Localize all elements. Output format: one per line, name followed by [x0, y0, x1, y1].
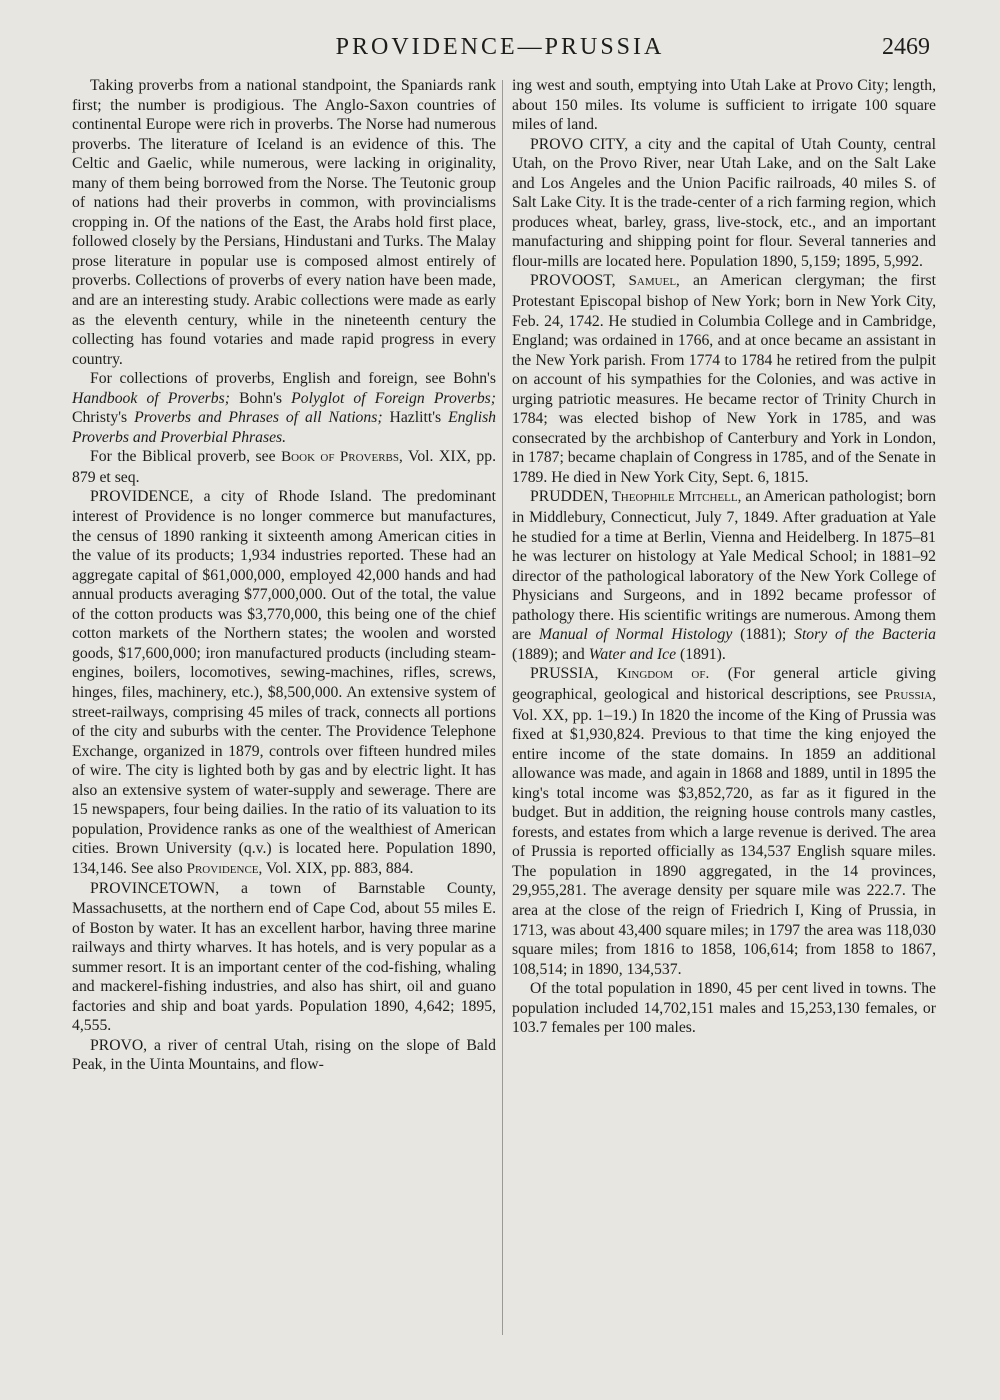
cross-reference: Providence,: [186, 860, 263, 877]
text-run: For the Biblical proverb, see: [90, 448, 282, 466]
paragraph-text: Of the total population in 1890, 45 per cent lived in towns. The population included 14,702,151 males and 15,253,130 females, or 103.7 females per 100 males.: [512, 980, 936, 1037]
entry-headword: PRUDDEN,: [530, 488, 609, 506]
entry-provo: [72, 1036, 496, 1075]
text-run: For collections of proverbs, English and foreign, see Bohn's: [90, 370, 496, 388]
text-run: Hazlitt's: [382, 409, 449, 427]
entry-text: a city and the capital of Utah County, central Utah, on the Provo River, near Utah Lake, and on the Salt Lake and Los Angeles and the Union Pacific railroads, 40 miles S. of Salt Lake City. It is the trade-center of a rich farming region, which produces wheat, barley, grass, live-stock, etc., and an important manufacturing and shipping point for flour. Several tanneries and flour-mills are located here. Population 1890, 5,159; 1895, 5,992.: [512, 135, 936, 270]
entry-text: a city of Rhode Island. The predominant interest of Providence is no longer commerce but manufactures, the census of 1890 ranking it sixteenth among American cities in the value of its products; 1,934 industries reported. These had an aggregate capital of $61,000,000, employed 42,000 hands and had annual products averaging $77,000,000. Out of the total, the value of the cotton products was $3,770,000, this being one of the chief cotton markets of the Northern states; the woolen and worsted goods, $17,600,000; iron manufactured products (including steam-engines, boilers, locomotives, sewing-machines, rifles, screws, hinges, files, machinery, etc.), $8,500,000. An extensive system of street-railways, comprising 45 miles of track, connects all portions of the city and suburbs with the center. The Providence Telephone Exchange, organized in 1879, controls over fifteen hundred miles of wire. The city is lighted both by gas and by electric light. It has also an extensive system of water-supply and sewerage. There are 15 newspapers, four being dailies. In the ratio of its valuation to its population, Providence ranks as one of the wealthiest of American cities. Brown University (q.v.) is located here. Population 1890, 134,146. See also: [72, 488, 496, 877]
entry-text: Vol. XIX, pp. 883, 884.: [262, 859, 414, 877]
text-run: Christy's: [72, 409, 135, 427]
entry-provincetown: [72, 879, 496, 1035]
page-number: 2469: [882, 34, 930, 60]
book-title: Manual of Normal Histology: [538, 626, 733, 644]
entry-prudden: [512, 487, 936, 664]
entry-headword: PROVO,: [90, 1036, 148, 1054]
entry-text: an American pathologist; born in Middlebury, Connecticut, July 7, 1849. After graduation at Yale he studied for a time at Berlin, Vienna and Heidelberg. In 1875–81 he was lecturer on histology at Yale Medical School; in 1881–92 director of the pathological laboratory of the New York College of Physicians and Surgeons, and in 1892 became professor of pathology there. His scientific writings are numerous. Among them are: [512, 488, 937, 644]
entry-headword: PRUSSIA,: [530, 665, 599, 683]
right-column: [512, 76, 936, 1038]
text-run: Bohn's: [229, 389, 292, 407]
paragraph: [72, 76, 496, 369]
entry-headword: PROVINCETOWN,: [90, 880, 220, 898]
entry-subtitle: Kingdom of.: [598, 666, 710, 683]
book-title: Water and Ice: [588, 645, 677, 663]
book-title: English Proverbs and Proverbial Phrases.: [72, 409, 497, 446]
entry-text: a town of Barnstable County, Massachusetts, at the northern end of Cape Cod, about 55 miles E. of Boston by water. It has an excellent harbor, having three marine railways and thirty wharves. It has hotels, and is very popular as a summer resort. It is an important center of the cod-fishing, whaling and mackerel-fishing industries, and also has shirt, oil and guano factories and ship and boat yards. Population 1890, 4,642; 1895, 4,555.: [72, 880, 496, 1035]
entry-text: Vol. XX, pp. 1–19.) In 1820 the income of the King of Prussia was fixed at $1,930,824. Previous to that time the king enjoyed the entire income of the state domains. In 1859 an additional allowance was made, and again in 1868 and 1889, until in 1895 the king's total income was $3,852,720, as far as it figured in the budget. But in addition, the reigning house controls many castles, forests, and estates from which a large revenue is derived. The area of Prussia is reported officially as 134,537 English square miles. The population in 1890 aggregated, in the 14 provinces, 29,955,281. The average density per square mile was 222.7. The area at the close of the reign of Friedrich I, King of Prussia, in 1713, was about 43,400 square miles; in 1797 the area was 118,030 square miles; from 1816 to 1858, 106,614; from 1858 to 1867, 108,514; in 1890, 134,537.: [512, 706, 936, 978]
entry-text: (1891).: [676, 645, 726, 663]
entry-text: (1881);: [732, 626, 795, 644]
paragraph: [512, 979, 936, 1038]
paragraph: [72, 369, 496, 447]
book-title: Story of the Bacteria: [794, 626, 937, 644]
entry-forename: Theophile Mitchell,: [608, 489, 742, 506]
entry-providence: [72, 487, 496, 879]
entry-headword: PROVO CITY,: [530, 135, 629, 153]
text-run: Vol. XIX, pp. 879 et seq.: [72, 448, 496, 486]
column-divider: [502, 80, 503, 1335]
entry-text: (1889); and: [512, 645, 589, 663]
entry-text: ing west and south, emptying into Utah Lake at Provo City; length, about 150 miles. Its volume is sufficient to irrigate 100 square miles of land.: [512, 77, 936, 134]
entry-text: a river of central Utah, rising on the slope of Bald Peak, in the Uinta Mountains, and flow-: [72, 1036, 496, 1074]
left-column: [72, 76, 496, 1075]
entry-forename: Samuel,: [615, 273, 680, 290]
page-header: [70, 34, 930, 70]
book-title: Proverbs and Phrases of all Nations;: [134, 409, 383, 427]
book-title: Polyglot of Foreign Proverbs;: [291, 389, 496, 407]
book-title: Handbook of Proverbs;: [72, 389, 230, 407]
running-head: PROVIDENCE—PRUSSIA: [335, 34, 665, 60]
entry-prussia: [512, 664, 936, 979]
paragraph-text: Taking proverbs from a national standpoint, the Spaniards rank first; the number is prodigious. The Anglo-Saxon countries of continental Europe were rich in proverbs. The Norse had numerous proverbs. The literature of Iceland is an evidence of this. The Celtic and Gaelic, while numerous, were lacking in originality, many of them being borrowed from the Norse. The Teutonic group of nations had their proverbs in common, with provincialisms cropping in. Of the nations of the East, the Arabs hold first place, followed closely by the Persians, Hindustani and Turks. The Malay prose literature in popular use is composed almost entirely of proverbs. Collections of proverbs of every nation have been made, and are an interesting study. Arabic collections were made as early as the eleventh century, while in the nineteenth century the collecting has found votaries and made rapid progress in every country.: [72, 77, 496, 368]
entry-provoost: [512, 271, 936, 487]
entry-provo-continued: [512, 76, 936, 135]
cross-reference: Book of Proverbs,: [281, 449, 403, 466]
entry-headword: PROVOOST,: [530, 272, 616, 290]
cross-reference: Prussia,: [884, 686, 936, 703]
entry-headword: PROVIDENCE,: [90, 488, 194, 506]
entry-text: (For general article giving geographical, geological and historical descriptions, see: [512, 665, 936, 703]
entry-text: an American clergyman; the first Protestant Episcopal bishop of New York; born in New York City, Feb. 24, 1742. He studied in Columbia College and in Cambridge, England; was ordained in 1766, and at once became an assistant in the New York parish. From 1774 to 1784 he retired from the pulpit on account of his sympathies for the Colonies, and was active in urging patriotic measures. He became rector of Trinity Church in 1784; was elected bishop of New York in 1785, and was consecrated by the archbishop of Canterbury and York in London, in 1787; became chaplain of Congress in 1785, and of the Senate in 1789. He died in New York City, Sept. 6, 1815.: [512, 272, 936, 486]
entry-provo-city: [512, 135, 936, 272]
paragraph: [72, 447, 496, 487]
